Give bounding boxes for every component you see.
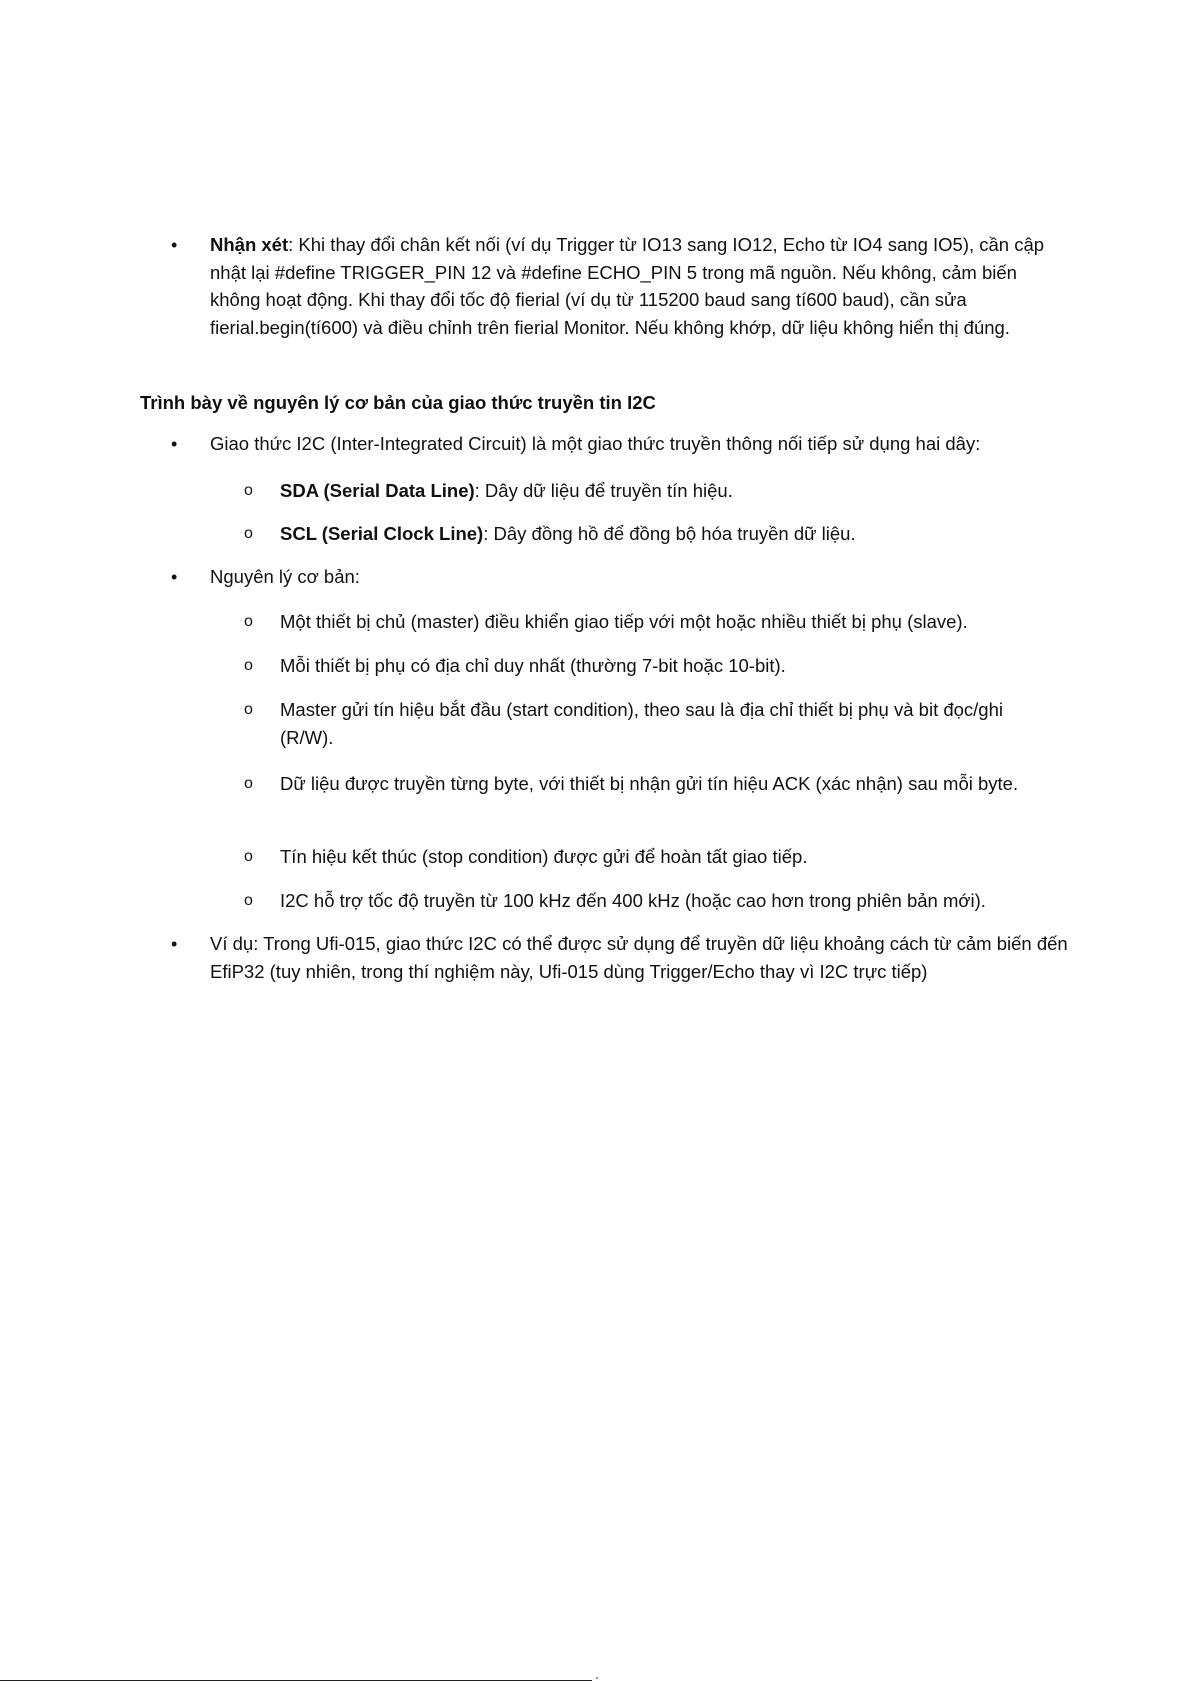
sub-bullet-mark: o <box>244 892 253 909</box>
note-text: : Khi thay đổi chân kết nối (ví dụ Trigger từ IO13 sang IO12, Echo từ IO4 sang IO5), cần cập nhật lại #define TRIGGER_PIN 12 và #define ECHO_PIN 5 trong mã nguồn. Nếu không, cảm biến không hoạt động. Khi thay đổi tốc độ fierial (ví dụ từ 115200 baud sang tí600 baud), cần sửa fierial.begin(tí600) và điều chỉnh trên fierial Monitor. Nếu không khớp, dữ liệu không hiển thị đúng. <box>210 234 1045 338</box>
section-heading: Trình bày về nguyên lý cơ bản của giao thức truyền tin I2C <box>140 392 656 413</box>
sub-bullet-mark: o <box>244 482 253 499</box>
note-label: Nhận xét <box>210 234 289 255</box>
principle-item-text: Mỗi thiết bị phụ có địa chỉ duy nhất (thường 7-bit hoặc 10-bit). <box>280 655 786 676</box>
principle-item-text: Dữ liệu được truyền từng byte, với thiết bị nhận gửi tín hiệu ACK (xác nhận) sau mỗi byte. <box>280 773 1019 794</box>
principle-item-text: I2C hỗ trợ tốc độ truyền từ 100 kHz đến 400 kHz (hoặc cao hơn trong phiên bản mới). <box>280 890 986 911</box>
principle-item-text: Một thiết bị chủ (master) điều khiển giao tiếp với một hoặc nhiều thiết bị phụ (slave). <box>280 611 968 632</box>
sub-bullet-mark: o <box>244 613 253 630</box>
sub-bullet-mark: o <box>244 525 253 542</box>
intro-text: Giao thức I2C (Inter-Integrated Circuit) là một giao thức truyền thông nối tiếp sử dụng hai dây: <box>210 433 981 454</box>
sub-bullet-mark: o <box>244 701 253 718</box>
sda-label: SDA (Serial Data Line) <box>280 480 475 501</box>
bullet-mark: • <box>171 567 178 587</box>
principle-item-text: Master gửi tín hiệu bắt đầu (start condition), theo sau là địa chỉ thiết bị phụ và bit đọc/ghi (R/W). <box>280 699 1003 748</box>
scl-label: SCL (Serial Clock Line) <box>280 523 484 544</box>
bullet-mark: • <box>171 434 178 454</box>
bullet-mark: • <box>171 235 178 255</box>
footer-rule <box>0 1680 592 1681</box>
principle-item-text: Tín hiệu kết thúc (stop condition) được gửi để hoàn tất giao tiếp. <box>280 846 808 867</box>
principle-text: Nguyên lý cơ bản: <box>210 566 360 587</box>
bullet-mark: • <box>171 934 178 954</box>
sub-bullet-mark: o <box>244 775 253 792</box>
footer-mark <box>596 1677 598 1679</box>
example-text: Ví dụ: Trong Ufi-015, giao thức I2C có thể được sử dụng để truyền dữ liệu khoảng cách từ cảm biến đến EfiP32 (tuy nhiên, trong thí nghiệm này, Ufi-015 dùng Trigger/Echo thay vì I2C trực tiếp) <box>210 933 1068 982</box>
sub-bullet-mark: o <box>244 657 253 674</box>
sub-bullet-mark: o <box>244 848 253 865</box>
sda-text: SDA (Serial Data Line): Dây dữ liệu để truyền tín hiệu. <box>280 480 733 501</box>
note-paragraph <box>210 231 1060 341</box>
scl-text: SCL (Serial Clock Line): Dây đồng hồ để đồng bộ hóa truyền dữ liệu. <box>280 523 856 544</box>
